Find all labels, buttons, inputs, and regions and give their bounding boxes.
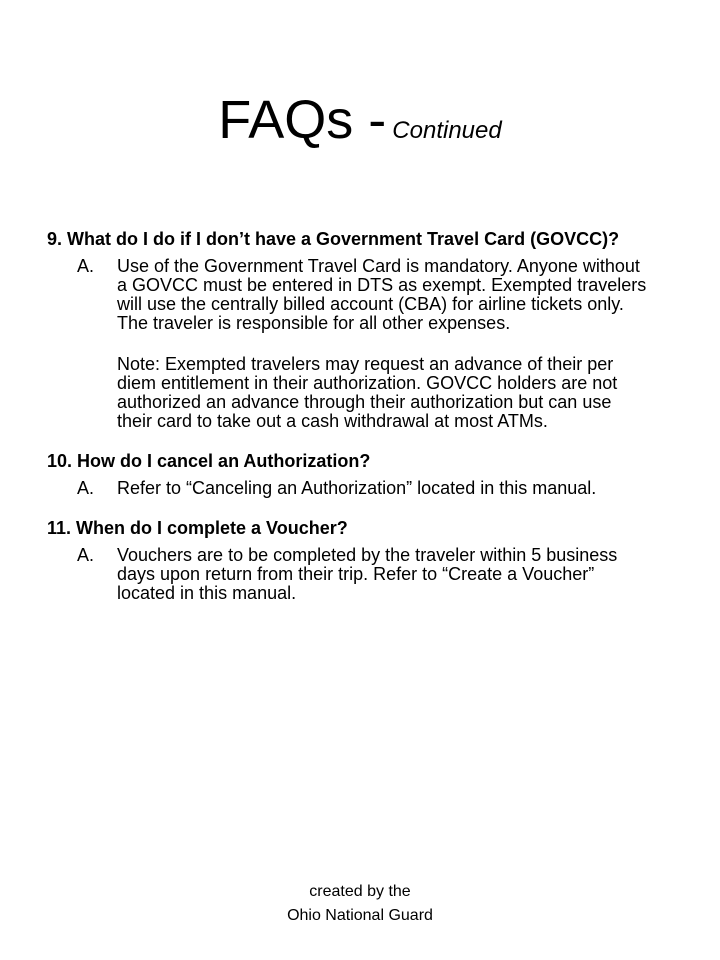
faq-answer: [77, 257, 647, 431]
faq-item-11: [47, 519, 647, 603]
title-subtitle: Continued: [392, 117, 502, 144]
faq-item-10: [47, 452, 647, 498]
faq-answer: [77, 546, 647, 603]
section-spacer: [47, 498, 647, 519]
footer-line-1: created by the: [309, 883, 411, 900]
answer-marker: A.: [77, 545, 95, 565]
answer-text: Use of the Government Travel Card is mandatory. Anyone without a GOVCC must be entered in DTS as exempt. Exempted travelers will use the centrally billed account (CBA) for airline tickets only. The traveler is responsible for all other expenses.: [117, 256, 647, 333]
faq-answer: [77, 479, 647, 498]
answer-note: Note: Exempted travelers may request an advance of their per diem entitlement in their authorization. GOVCC holders are not authorized an advance through their authorization but can use their card to take out a cash withdrawal at most ATMs.: [117, 354, 618, 431]
faq-question: 9. What do I do if I don’t have a Government Travel Card (GOVCC)?: [47, 229, 620, 249]
faq-question: 11. When do I complete a Voucher?: [47, 518, 348, 538]
faq-list: [47, 230, 647, 603]
answer-marker: A.: [77, 478, 95, 498]
title-main: FAQs -: [218, 90, 387, 150]
answer-body: [117, 257, 647, 431]
faq-item-9: [47, 230, 647, 431]
answer-text: Vouchers are to be completed by the traveler within 5 business days upon return from their trip. Refer to “Create a Voucher” located in this manual.: [117, 545, 618, 603]
page-title: [0, 88, 720, 152]
faq-question: 10. How do I cancel an Authorization?: [47, 451, 371, 471]
footer-line-2: Ohio National Guard: [287, 907, 433, 924]
footer-credit: [0, 880, 720, 928]
section-spacer: [47, 431, 647, 452]
answer-marker: A.: [77, 256, 95, 276]
answer-text: Refer to “Canceling an Authorization” located in this manual.: [117, 478, 597, 498]
